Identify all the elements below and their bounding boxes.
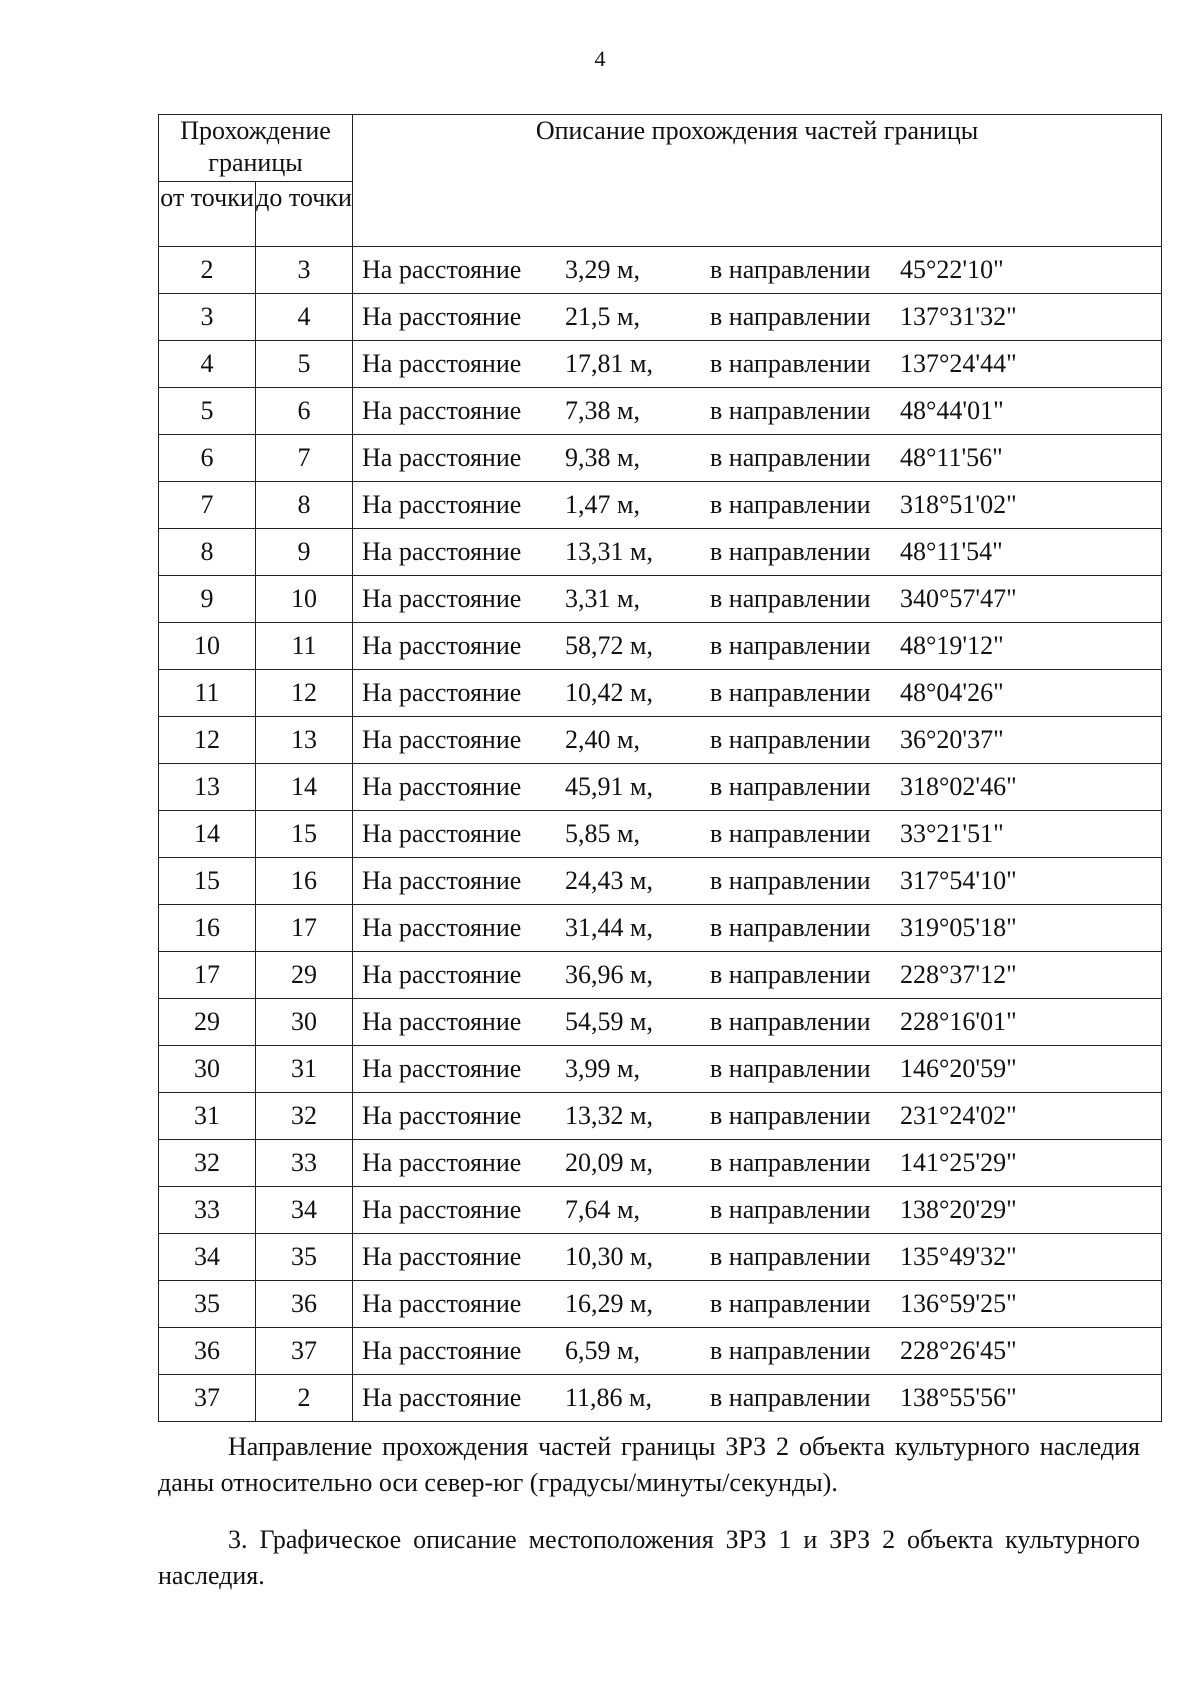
- direction-label: в направлении: [710, 1242, 871, 1271]
- from-point-cell: 7: [159, 482, 256, 529]
- direction-footnote: Направление прохождения частей границы ЗРЗ 2 объекта культурного наследия даны относительно оси север-юг (градусы/минуты/секунды).: [158, 1432, 1140, 1497]
- from-point-cell: 31: [159, 1093, 256, 1140]
- description-cell: [353, 952, 1162, 999]
- to-point-cell: 12: [256, 670, 353, 717]
- direction-label: в направлении: [710, 1336, 871, 1365]
- table-row: [159, 1375, 1162, 1422]
- description-cell: [353, 482, 1162, 529]
- direction-label: в направлении: [710, 1289, 871, 1318]
- direction-angle: 135°49'32": [900, 1242, 1017, 1271]
- direction-angle: 228°16'01": [900, 1007, 1017, 1036]
- table-row: [159, 1234, 1162, 1281]
- distance-label: На расстояние: [362, 866, 522, 895]
- from-point-cell: 11: [159, 670, 256, 717]
- distance-label: На расстояние: [362, 443, 522, 472]
- description-cell: [353, 1140, 1162, 1187]
- distance-value: 3,31 м,: [565, 584, 640, 613]
- distance-value: 13,32 м,: [565, 1101, 653, 1130]
- distance-value: 10,30 м,: [565, 1242, 653, 1271]
- to-point-cell: 17: [256, 905, 353, 952]
- distance-value: 16,29 м,: [565, 1289, 653, 1318]
- direction-angle: 317°54'10": [900, 866, 1017, 895]
- from-point-cell: 8: [159, 529, 256, 576]
- table-row: [159, 1328, 1162, 1375]
- direction-label: в направлении: [710, 1054, 871, 1083]
- distance-value: 13,31 м,: [565, 537, 653, 566]
- distance-value: 36,96 м,: [565, 960, 653, 989]
- from-point-cell: 29: [159, 999, 256, 1046]
- to-point-cell: 15: [256, 811, 353, 858]
- table-row: [159, 247, 1162, 294]
- from-point-cell: 32: [159, 1140, 256, 1187]
- distance-label: На расстояние: [362, 1289, 522, 1318]
- distance-label: На расстояние: [362, 631, 522, 660]
- table-row: [159, 529, 1162, 576]
- to-point-cell: 35: [256, 1234, 353, 1281]
- to-point-cell: 16: [256, 858, 353, 905]
- distance-label: На расстояние: [362, 1148, 522, 1177]
- direction-label: в направлении: [710, 725, 871, 754]
- direction-label: в направлении: [710, 678, 871, 707]
- distance-label: На расстояние: [362, 1242, 522, 1271]
- direction-label: в направлении: [710, 584, 871, 613]
- distance-value: 54,59 м,: [565, 1007, 653, 1036]
- from-point-cell: 12: [159, 717, 256, 764]
- direction-label: в направлении: [710, 819, 871, 848]
- distance-value: 21,5 м,: [565, 302, 640, 331]
- direction-angle: 318°02'46": [900, 772, 1017, 801]
- table-row: [159, 858, 1162, 905]
- distance-value: 58,72 м,: [565, 631, 653, 660]
- table-row: [159, 1281, 1162, 1328]
- distance-label: На расстояние: [362, 1383, 522, 1412]
- distance-label: На расстояние: [362, 396, 522, 425]
- table-row: [159, 576, 1162, 623]
- direction-angle: 138°20'29": [900, 1195, 1017, 1224]
- description-cell: [353, 576, 1162, 623]
- direction-angle: 141°25'29": [900, 1148, 1017, 1177]
- to-point-cell: 2: [256, 1375, 353, 1422]
- description-cell: [353, 1375, 1162, 1422]
- direction-angle: 136°59'25": [900, 1289, 1017, 1318]
- to-point-cell: 31: [256, 1046, 353, 1093]
- direction-angle: 48°04'26": [900, 678, 1004, 707]
- description-cell: [353, 1281, 1162, 1328]
- distance-label: На расстояние: [362, 913, 522, 942]
- distance-value: 5,85 м,: [565, 819, 640, 848]
- to-point-cell: 37: [256, 1328, 353, 1375]
- from-point-cell: 30: [159, 1046, 256, 1093]
- distance-label: На расстояние: [362, 490, 522, 519]
- table-row: [159, 1140, 1162, 1187]
- distance-label: На расстояние: [362, 584, 522, 613]
- direction-angle: 228°26'45": [900, 1336, 1017, 1365]
- distance-label: На расстояние: [362, 772, 522, 801]
- direction-label: в направлении: [710, 1007, 871, 1036]
- description-cell: [353, 905, 1162, 952]
- from-point-cell: 6: [159, 435, 256, 482]
- table-row: [159, 341, 1162, 388]
- description-cell: [353, 529, 1162, 576]
- distance-label: На расстояние: [362, 255, 522, 284]
- distance-label: На расстояние: [362, 1195, 522, 1224]
- table-row: [159, 482, 1162, 529]
- distance-value: 1,47 м,: [565, 490, 640, 519]
- to-point-cell: 3: [256, 247, 353, 294]
- direction-label: в направлении: [710, 1195, 871, 1224]
- direction-angle: 36°20'37": [900, 725, 1004, 754]
- direction-angle: 319°05'18": [900, 913, 1017, 942]
- table-row: [159, 764, 1162, 811]
- to-point-cell: 5: [256, 341, 353, 388]
- boundary-description-table: [158, 114, 1162, 1422]
- description-cell: [353, 1234, 1162, 1281]
- description-cell: [353, 811, 1162, 858]
- direction-angle: 48°44'01": [900, 396, 1004, 425]
- description-cell: [353, 341, 1162, 388]
- header-from-point: от точки: [159, 182, 256, 247]
- direction-angle: 48°11'56": [900, 443, 1003, 472]
- distance-value: 9,38 м,: [565, 443, 640, 472]
- from-point-cell: 2: [159, 247, 256, 294]
- from-point-cell: 16: [159, 905, 256, 952]
- from-point-cell: 33: [159, 1187, 256, 1234]
- to-point-cell: 10: [256, 576, 353, 623]
- table-row: [159, 623, 1162, 670]
- direction-angle: 146°20'59": [900, 1054, 1017, 1083]
- table-row: [159, 1046, 1162, 1093]
- direction-label: в направлении: [710, 255, 871, 284]
- to-point-cell: 36: [256, 1281, 353, 1328]
- distance-label: На расстояние: [362, 960, 522, 989]
- from-point-cell: 15: [159, 858, 256, 905]
- distance-value: 7,64 м,: [565, 1195, 640, 1224]
- direction-angle: 48°19'12": [900, 631, 1004, 660]
- from-point-cell: 10: [159, 623, 256, 670]
- direction-angle: 45°22'10": [900, 255, 1004, 284]
- distance-value: 3,29 м,: [565, 255, 640, 284]
- description-cell: [353, 858, 1162, 905]
- distance-label: На расстояние: [362, 1054, 522, 1083]
- distance-value: 24,43 м,: [565, 866, 653, 895]
- distance-label: На расстояние: [362, 537, 522, 566]
- direction-label: в направлении: [710, 1383, 871, 1412]
- description-cell: [353, 388, 1162, 435]
- table-row: [159, 1187, 1162, 1234]
- direction-label: в направлении: [710, 490, 871, 519]
- direction-label: в направлении: [710, 349, 871, 378]
- header-to-point: до точки: [256, 182, 353, 247]
- from-point-cell: 17: [159, 952, 256, 999]
- from-point-cell: 34: [159, 1234, 256, 1281]
- table-row: [159, 1093, 1162, 1140]
- description-cell: [353, 999, 1162, 1046]
- table-row: [159, 905, 1162, 952]
- from-point-cell: 9: [159, 576, 256, 623]
- description-cell: [353, 294, 1162, 341]
- to-point-cell: 32: [256, 1093, 353, 1140]
- table-row: [159, 811, 1162, 858]
- table-row: [159, 294, 1162, 341]
- distance-value: 11,86 м,: [565, 1383, 653, 1412]
- direction-label: в направлении: [710, 443, 871, 472]
- header-boundary-passage: Прохождение границы: [159, 115, 353, 182]
- direction-angle: 48°11'54": [900, 537, 1003, 566]
- distance-value: 2,40 м,: [565, 725, 640, 754]
- to-point-cell: 9: [256, 529, 353, 576]
- distance-value: 7,38 м,: [565, 396, 640, 425]
- table-row: [159, 999, 1162, 1046]
- direction-label: в направлении: [710, 302, 871, 331]
- distance-value: 31,44 м,: [565, 913, 653, 942]
- from-point-cell: 5: [159, 388, 256, 435]
- distance-value: 45,91 м,: [565, 772, 653, 801]
- direction-label: в направлении: [710, 396, 871, 425]
- table-row: [159, 717, 1162, 764]
- distance-value: 20,09 м,: [565, 1148, 653, 1177]
- to-point-cell: 14: [256, 764, 353, 811]
- direction-angle: 340°57'47": [900, 584, 1017, 613]
- distance-label: На расстояние: [362, 1336, 522, 1365]
- direction-label: в направлении: [710, 1148, 871, 1177]
- from-point-cell: 14: [159, 811, 256, 858]
- to-point-cell: 34: [256, 1187, 353, 1234]
- direction-angle: 137°31'32": [900, 302, 1017, 331]
- to-point-cell: 33: [256, 1140, 353, 1187]
- page-number: 4: [594, 46, 606, 71]
- direction-label: в направлении: [710, 772, 871, 801]
- direction-angle: 231°24'02": [900, 1101, 1017, 1130]
- direction-label: в направлении: [710, 537, 871, 566]
- description-cell: [353, 247, 1162, 294]
- distance-value: 3,99 м,: [565, 1054, 640, 1083]
- description-cell: [353, 670, 1162, 717]
- from-point-cell: 37: [159, 1375, 256, 1422]
- to-point-cell: 29: [256, 952, 353, 999]
- direction-angle: 137°24'44": [900, 349, 1017, 378]
- description-cell: [353, 623, 1162, 670]
- description-cell: [353, 1093, 1162, 1140]
- section-3-graphic-description: 3. Графическое описание местоположения ЗРЗ 1 и ЗРЗ 2 объекта культурного наследия.: [158, 1525, 1140, 1590]
- table-body: [159, 247, 1162, 1422]
- description-cell: [353, 717, 1162, 764]
- distance-label: На расстояние: [362, 1101, 522, 1130]
- direction-angle: 228°37'12": [900, 960, 1017, 989]
- distance-label: На расстояние: [362, 302, 522, 331]
- description-cell: [353, 1328, 1162, 1375]
- distance-label: На расстояние: [362, 349, 522, 378]
- direction-angle: 318°51'02": [900, 490, 1017, 519]
- from-point-cell: 36: [159, 1328, 256, 1375]
- direction-angle: 138°55'56": [900, 1383, 1017, 1412]
- distance-value: 10,42 м,: [565, 678, 653, 707]
- distance-label: На расстояние: [362, 819, 522, 848]
- to-point-cell: 8: [256, 482, 353, 529]
- from-point-cell: 35: [159, 1281, 256, 1328]
- description-cell: [353, 1187, 1162, 1234]
- to-point-cell: 11: [256, 623, 353, 670]
- direction-label: в направлении: [710, 631, 871, 660]
- table-row: [159, 435, 1162, 482]
- from-point-cell: 13: [159, 764, 256, 811]
- description-cell: [353, 764, 1162, 811]
- direction-label: в направлении: [710, 866, 871, 895]
- table-row: [159, 670, 1162, 717]
- direction-label: в направлении: [710, 960, 871, 989]
- to-point-cell: 6: [256, 388, 353, 435]
- header-description: Описание прохождения частей границы: [353, 115, 1162, 247]
- to-point-cell: 4: [256, 294, 353, 341]
- distance-label: На расстояние: [362, 1007, 522, 1036]
- description-cell: [353, 1046, 1162, 1093]
- distance-value: 17,81 м,: [565, 349, 653, 378]
- distance-label: На расстояние: [362, 725, 522, 754]
- to-point-cell: 13: [256, 717, 353, 764]
- direction-angle: 33°21'51": [900, 819, 1004, 848]
- table-row: [159, 952, 1162, 999]
- from-point-cell: 3: [159, 294, 256, 341]
- to-point-cell: 30: [256, 999, 353, 1046]
- to-point-cell: 7: [256, 435, 353, 482]
- direction-label: в направлении: [710, 913, 871, 942]
- distance-label: На расстояние: [362, 678, 522, 707]
- direction-label: в направлении: [710, 1101, 871, 1130]
- from-point-cell: 4: [159, 341, 256, 388]
- description-cell: [353, 435, 1162, 482]
- distance-value: 6,59 м,: [565, 1336, 640, 1365]
- table-row: [159, 388, 1162, 435]
